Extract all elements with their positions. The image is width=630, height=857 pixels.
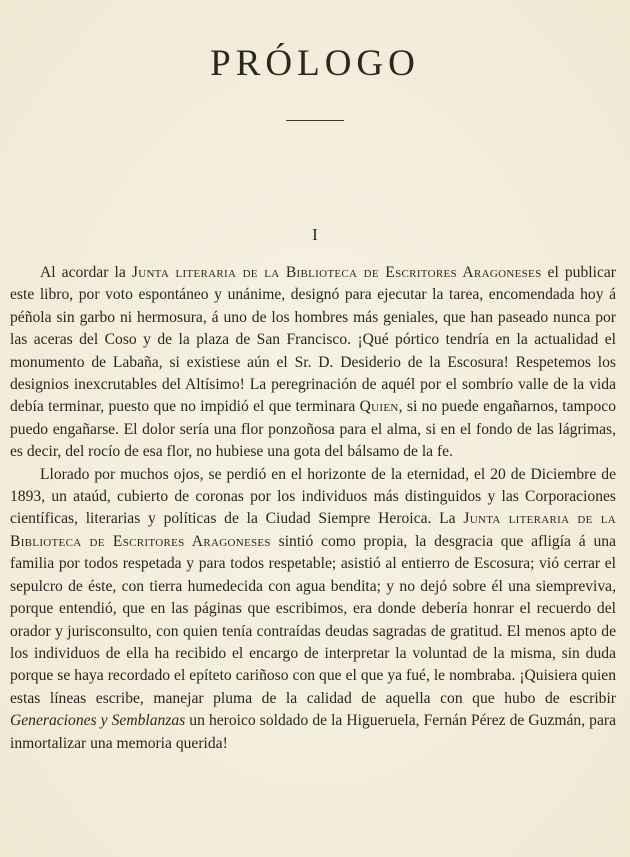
paragraph-1-text-b: el publicar este libro, por voto espontáneo y unánime, designó para ejecutar la tarea, encomendada hoy á péñola sin garbo ni hermosura, á uno de los hombres más geniales, que han paseado nunca por las aceras del Coso y de la plaza de San Francisco. ¡Qué pórtico tendría en la actualidad el monumento de Labaña, si existiese aún el Sr. D. Desiderio de la Escosura! Respetemos los designios inexcrutables del Altísimo! La peregrinación de aquél por el sombrío valle de la vida debía terminar, puesto que no impidió el que terminara (10, 264, 616, 416)
junta-name-smallcaps-2: Junta literaria de la Biblioteca de Escritores Aragoneses (10, 510, 617, 550)
paragraph-2-text-c: un heroico soldado de la Higueruela, Fernán Pérez de Guzmán, para inmortalizar una memoria querida! (10, 712, 616, 752)
paragraph-2-text-a: Llorado por muchos ojos, se perdió en el horizonte de la eternidad, el 20 de Diciembre de 1893, un ataúd, cubierto de coronas por los individuos más distinguidos y las Corporaciones científicas, literarias y políticas de la Ciudad Siempre Heroica. La (10, 465, 616, 528)
book-title-italic: Generaciones y Semblanzas (10, 712, 186, 730)
paragraph-2-text-b: sintió como propia, la desgracia que afligía á una familia por todos respetada y para todos respetable; asistió al entierro de Escosura; vió cerrar el sepulcro de éste, con tierra humedecida con agua bendita; y no dejó sobre él una siempreviva, porque entendió, que en las páginas que escribimos, era donde debería honrar el recuerdo del orador y jurisconsulto, con quien tenía contraídas deudas sagradas de gratitud. El menos apto de los individuos de ella ha recibido el encargo de interpretar la voluntad de la misma, sin duda porque se haya recordado el epíteto cariñoso con que el que ya fué, le nombraba. ¡Quisiera quien estas líneas escribe, manejar pluma de la calidad de aquella con que hubo de escribir (10, 532, 616, 707)
junta-name-smallcaps: Junta literaria de la Biblioteca de Escritores Aragoneses (131, 264, 542, 281)
page-title: PRÓLOGO (210, 43, 420, 84)
body-text (10, 262, 616, 755)
paragraph-1-text-c: , si no puede engañarnos, tampoco puedo engañarse. El dolor sería una flor ponzoñosa para el alma, si en el fondo de las lágrimas, es decir, del rocío de esa flor, no hubiese una gota del bálsamo de la fe. (10, 398, 616, 461)
section-number: I (312, 225, 318, 244)
paragraph-1 (10, 262, 616, 464)
quien-smallcaps: Quien (359, 398, 399, 416)
title-divider (286, 120, 344, 121)
paragraph-2 (10, 464, 616, 755)
paragraph-1-text-a: Al acordar la (40, 264, 132, 281)
